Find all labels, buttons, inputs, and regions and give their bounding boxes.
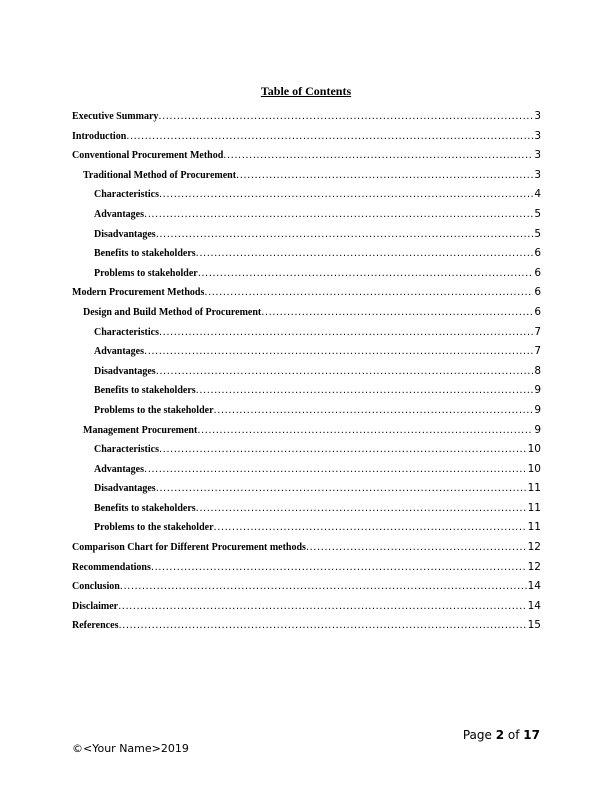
toc-dot-leader	[120, 581, 527, 592]
toc-entry-page-number[interactable]: 9	[534, 403, 541, 416]
toc-entry[interactable]	[72, 463, 541, 483]
toc-entry-page-number[interactable]: 10	[527, 462, 541, 475]
toc-entry-page-number[interactable]: 14	[527, 599, 541, 612]
toc-entry-text[interactable]: Recommendations	[72, 561, 151, 573]
toc-entry-page-number[interactable]: 11	[527, 521, 541, 534]
toc-entry-text[interactable]: Benefits to stakeholders	[94, 248, 196, 260]
toc-entry-text[interactable]: Executive Summary	[72, 111, 159, 122]
toc-entry-text[interactable]: Introduction	[72, 130, 127, 142]
toc-entry-page-number[interactable]: 4	[534, 188, 541, 201]
total-pages: 17	[523, 728, 540, 742]
toc-entry-text[interactable]: Management Procurement	[83, 424, 198, 436]
toc-entry-text[interactable]: Advantages	[94, 208, 145, 220]
toc-entry-text[interactable]: Disadvantages	[94, 228, 156, 240]
toc-entry-page-number[interactable]: 14	[527, 580, 541, 593]
toc-entry[interactable]	[72, 286, 541, 306]
toc-entry-page-number[interactable]: 12	[527, 541, 541, 554]
toc-entry-text[interactable]: Characteristics	[94, 444, 159, 456]
toc-entry[interactable]	[72, 247, 541, 267]
toc-entry-text[interactable]: Advantages	[94, 346, 145, 358]
toc-entry-page-number[interactable]: 11	[527, 482, 541, 495]
toc-list	[72, 110, 541, 639]
toc-entry-page-number[interactable]: 6	[534, 286, 541, 299]
toc-dot-leader	[214, 522, 527, 533]
page-prefix: Page	[462, 728, 496, 742]
toc-dot-leader	[144, 464, 527, 475]
toc-entry[interactable]	[72, 267, 541, 287]
toc-dot-leader	[159, 327, 533, 338]
toc-entry-page-number[interactable]: 3	[534, 110, 541, 122]
toc-dot-leader	[118, 620, 526, 631]
toc-entry-text[interactable]: Modern Procurement Methods	[72, 287, 205, 299]
toc-entry[interactable]	[72, 130, 541, 150]
toc-entry-text[interactable]: Disclaimer	[72, 600, 119, 612]
footer-copyright: ©<Your Name>2019	[72, 742, 189, 755]
toc-dot-leader	[151, 562, 527, 573]
toc-entry[interactable]	[72, 169, 541, 189]
toc-entry-page-number[interactable]: 12	[527, 560, 541, 573]
page-number	[463, 728, 540, 742]
toc-title: Table of Contents	[260, 84, 352, 98]
toc-entry-page-number[interactable]: 15	[527, 619, 541, 632]
toc-entry[interactable]	[72, 384, 541, 404]
page-of: of	[504, 728, 524, 742]
toc-entry-page-number[interactable]: 6	[534, 305, 541, 318]
toc-entry[interactable]	[72, 208, 541, 228]
toc-entry-text[interactable]: Disadvantages	[94, 365, 156, 377]
toc-dot-leader	[156, 229, 534, 240]
toc-dot-leader	[196, 248, 534, 259]
toc-entry-text[interactable]: Traditional Method of Procurement	[83, 169, 237, 181]
toc-entry-text[interactable]: Advantages	[94, 463, 145, 475]
toc-entry-page-number[interactable]: 6	[534, 266, 541, 279]
toc-entry[interactable]	[72, 306, 541, 326]
toc-entry-page-number[interactable]: 5	[534, 227, 541, 240]
toc-entry-text[interactable]: Problems to the stakeholder	[94, 404, 214, 416]
toc-dot-leader	[306, 542, 527, 553]
toc-entry-text[interactable]: Comparison Chart for Different Procurement methods	[72, 542, 306, 554]
toc-entry-page-number[interactable]: 8	[534, 364, 541, 377]
toc-dot-leader	[214, 405, 534, 416]
toc-dot-leader	[158, 111, 533, 122]
toc-entry-page-number[interactable]: 7	[534, 325, 541, 338]
toc-entry-text[interactable]: Benefits to stakeholders	[94, 385, 196, 397]
toc-dot-leader	[156, 366, 534, 377]
toc-entry[interactable]	[72, 600, 541, 620]
toc-entry-page-number[interactable]: 9	[534, 423, 541, 436]
toc-dot-leader	[223, 150, 533, 161]
toc-dot-leader	[236, 170, 533, 181]
toc-entry[interactable]	[72, 404, 541, 424]
toc-dot-leader	[198, 268, 534, 279]
toc-entry-text[interactable]: Benefits to stakeholders	[94, 502, 196, 514]
current-page: 2	[495, 728, 505, 742]
toc-entry-text[interactable]: Characteristics	[94, 326, 159, 338]
toc-entry-page-number[interactable]: 3	[534, 168, 541, 181]
toc-entry[interactable]	[72, 110, 541, 130]
toc-dot-leader	[156, 483, 527, 494]
toc-entry-text[interactable]: Problems to stakeholder	[94, 267, 198, 279]
toc-entry-text[interactable]: Problems to the stakeholder	[94, 522, 214, 534]
toc-entry[interactable]	[72, 580, 541, 600]
toc-entry-page-number[interactable]: 7	[534, 345, 541, 358]
toc-dot-leader	[196, 503, 527, 514]
toc-entry[interactable]	[72, 345, 541, 365]
toc-entry-page-number[interactable]: 5	[534, 207, 541, 220]
toc-entry[interactable]	[72, 149, 541, 169]
toc-entry[interactable]	[72, 482, 541, 502]
toc-dot-leader	[159, 189, 533, 200]
toc-dot-leader	[144, 346, 533, 357]
toc-entry[interactable]	[72, 365, 541, 385]
toc-entry[interactable]	[72, 188, 541, 208]
toc-entry[interactable]	[72, 228, 541, 248]
toc-entry-text[interactable]: Design and Build Method of Procurement	[83, 306, 262, 318]
toc-dot-leader	[118, 601, 527, 612]
toc-entry-text[interactable]: References	[72, 620, 119, 632]
toc-entry-text[interactable]: Characteristics	[94, 189, 159, 201]
toc-dot-leader	[197, 425, 533, 436]
toc-entry-page-number[interactable]: 6	[534, 247, 541, 260]
toc-entry-text[interactable]: Conventional Procurement Method	[72, 150, 224, 162]
toc-entry-page-number[interactable]: 10	[527, 443, 541, 456]
toc-entry-text[interactable]: Disadvantages	[94, 483, 156, 495]
toc-entry-page-number[interactable]: 9	[534, 384, 541, 397]
toc-entry[interactable]	[72, 561, 541, 581]
toc-dot-leader	[261, 307, 533, 318]
toc-dot-leader	[196, 385, 534, 396]
toc-entry[interactable]	[72, 424, 541, 444]
toc-entry-page-number[interactable]: 3	[534, 129, 541, 142]
toc-entry[interactable]	[72, 619, 541, 639]
toc-dot-leader	[204, 287, 533, 298]
toc-entry[interactable]	[72, 443, 541, 463]
toc-entry[interactable]	[72, 521, 541, 541]
toc-entry-page-number[interactable]: 3	[534, 149, 541, 162]
toc-entry-page-number[interactable]: 11	[527, 501, 541, 514]
toc-entry[interactable]	[72, 541, 541, 561]
toc-dot-leader	[144, 209, 533, 220]
toc-dot-leader	[126, 131, 533, 142]
toc-dot-leader	[159, 444, 527, 455]
toc-entry[interactable]	[72, 502, 541, 522]
toc-entry-text[interactable]: Conclusion	[72, 581, 120, 593]
toc-entry[interactable]	[72, 326, 541, 346]
